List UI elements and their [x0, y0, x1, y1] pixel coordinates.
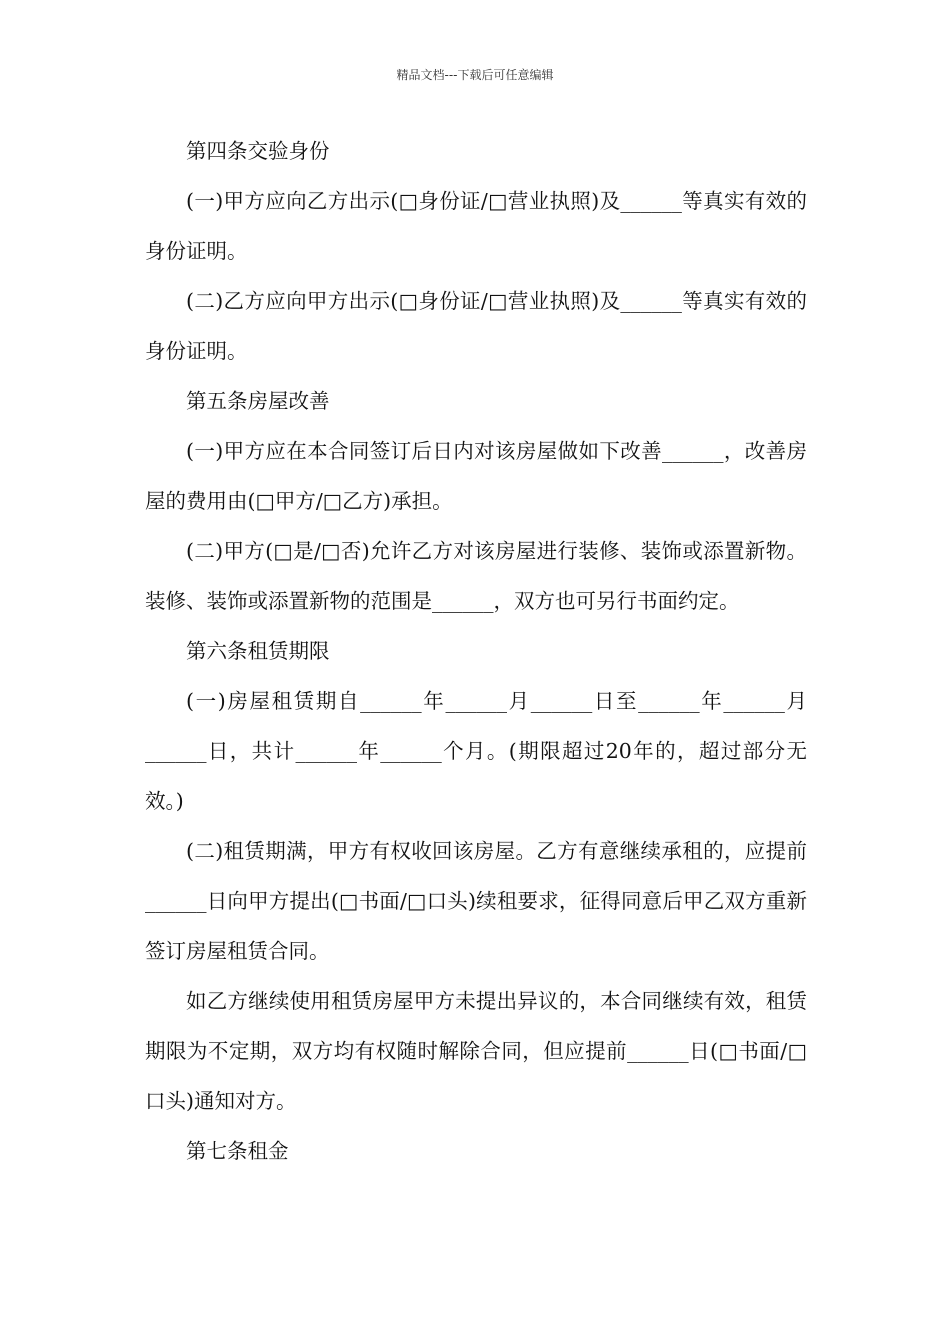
- paragraph-6-2: (二)租赁期满，甲方有权收回该房屋。乙方有意继续承租的，应提前______日向甲方提出(□书面/□口头)续租要求，征得同意后甲乙双方重新签订房屋租赁合同。: [145, 839, 807, 963]
- paragraph-5-2: (二)甲方(□是/□否)允许乙方对该房屋进行装修、装饰或添置新物。装修、装饰或添置新物的范围是______，双方也可另行书面约定。: [145, 539, 807, 613]
- section-heading-6: 第六条租赁期限: [186, 639, 330, 663]
- section-heading-7: 第七条租金: [186, 1139, 289, 1163]
- page-header: 精品文档---下载后可任意编辑: [396, 68, 554, 82]
- paragraph-6-3: 如乙方继续使用租赁房屋甲方未提出异议的，本合同继续有效，租赁期限为不定期，双方均有权随时解除合同，但应提前______日(□书面/□口头)通知对方。: [145, 989, 807, 1113]
- document-body: [145, 126, 807, 1176]
- paragraph-5-1: (一)甲方应在本合同签订后日内对该房屋做如下改善______，改善房屋的费用由(□甲方/□乙方)承担。: [145, 439, 807, 513]
- paragraph-4-2: (二)乙方应向甲方出示(□身份证/□营业执照)及______等真实有效的身份证明。: [145, 289, 807, 363]
- section-heading-4: 第四条交验身份: [186, 139, 330, 163]
- paragraph-6-1: (一)房屋租赁期自______年______月______日至______年______月______日，共计______年______个月。(期限超过20年的，超过部分无效。): [145, 689, 807, 813]
- paragraph-4-1: (一)甲方应向乙方出示(□身份证/□营业执照)及______等真实有效的身份证明。: [145, 189, 807, 263]
- section-heading-5: 第五条房屋改善: [186, 389, 330, 413]
